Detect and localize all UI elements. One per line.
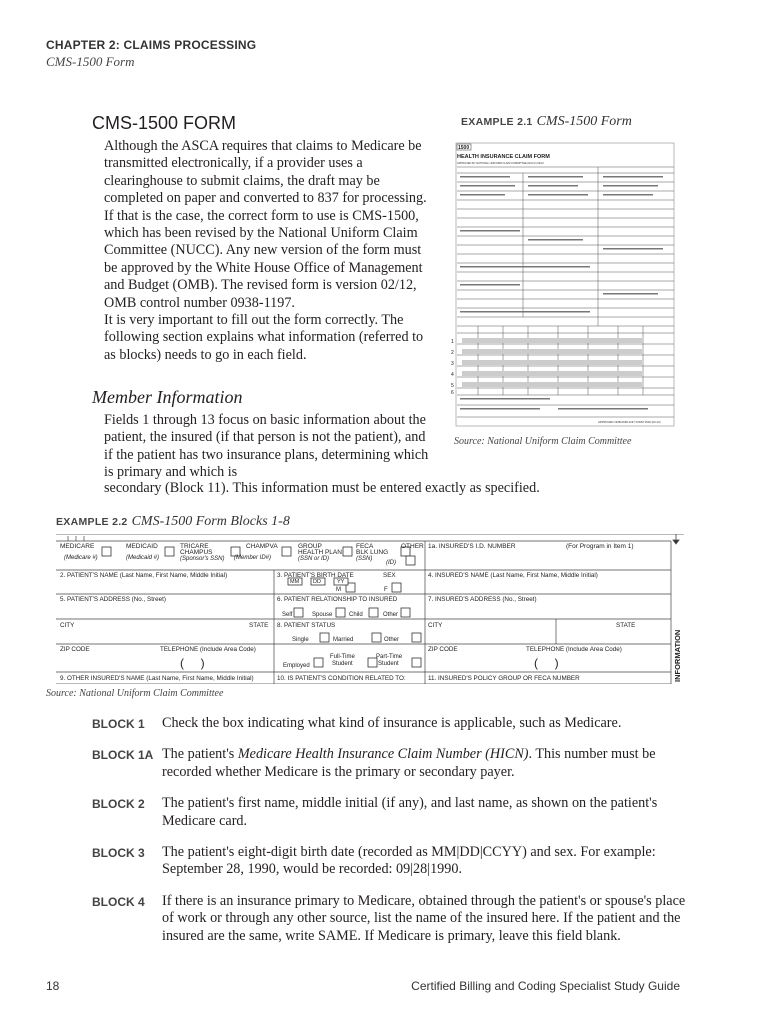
field-telephone: TELEPHONE (Include Area Code)	[160, 646, 256, 653]
field-dd: DD	[313, 579, 321, 585]
field-sex: SEX	[383, 572, 396, 579]
page-number: 18	[46, 979, 60, 993]
book-title: Certified Billing and Coding Specialist Study Guide	[411, 979, 680, 993]
field-relationship: 6. PATIENT RELATIONSHIP TO INSURED	[277, 596, 398, 603]
thumbnail-form-code: 1500	[458, 145, 470, 151]
block-label: BLOCK 3	[92, 846, 145, 861]
field-tricare-2: CHAMPUS	[180, 549, 213, 556]
field-fulltime-2: Student	[332, 661, 353, 667]
field-parttime: Part-Time	[376, 654, 403, 660]
field-self: Self	[282, 612, 293, 618]
field-medicare-sub: (Medicare #)	[64, 555, 98, 561]
example-2-1-source: Source: National Uniform Claim Committee	[454, 436, 632, 447]
field-condition: 10. IS PATIENT'S CONDITION RELATED TO:	[277, 675, 406, 682]
svg-text:5: 5	[451, 383, 454, 389]
section-paragraph-2: It is very important to fill out the form correctly. The following section explains what information (referred to as blocks) needs to go in each field.	[104, 312, 424, 363]
block-label: BLOCK 4	[92, 894, 145, 909]
block-description: The patient's Medicare Health Insurance Claim Number (HICN). This number must be recorded whether Medicare is the primary or secondary payer.	[162, 746, 656, 780]
field-insured-zip: ZIP CODE	[428, 646, 458, 653]
field-sex-f: F	[384, 587, 388, 593]
field-single: Single	[292, 637, 309, 643]
section-paragraph-1: Although the ASCA requires that claims to Medicare be transmitted electronically, if a provider uses a clearinghouse to submit claims, the draft may be completed on paper and converted to 837 for processing. If that is the case, the correct form to use is CMS-1500, which has been revised by the National Uniform Claim Committee (NUCC). Any new version of the form must be approved by the White House Office of Management and Budget (OMB). The revised form is version 02/12, OMB control number 0938-1197.	[104, 138, 427, 311]
example-2-2-heading	[56, 514, 290, 530]
field-other-status: Other	[384, 637, 400, 643]
field-spouse: Spouse	[312, 612, 333, 618]
block-item	[92, 844, 692, 879]
field-insured-address: 7. INSURED'S ADDRESS (No., Street)	[428, 596, 537, 603]
block-item	[92, 715, 692, 732]
field-insured-state: STATE	[616, 622, 636, 629]
field-state: STATE	[249, 622, 269, 629]
block-description: The patient's eight-digit birth date (recorded as MM|DD|CCYY) and sex. For example: September 28, 1990, would be recorded: 09|28|1990.	[162, 844, 656, 878]
field-insured-city: CITY	[428, 622, 443, 629]
field-employed: Employed	[283, 663, 310, 669]
block-label: BLOCK 1A	[92, 748, 154, 763]
example-label: EXAMPLE 2.1	[461, 116, 533, 128]
hicn-emphasis: Medicare Health Insurance Claim Number (HICN)	[237, 746, 529, 763]
block-item	[92, 893, 692, 945]
member-paragraph-a: Fields 1 through 13 focus on basic information about the patient, the insured (if that person is not the patient), and if the patient has two insurance plans, determining which is primary and which is	[104, 412, 429, 481]
example-2-2-source: Source: National Uniform Claim Committee	[46, 688, 224, 699]
field-insured-name: 4. INSURED'S NAME (Last Name, First Name, Middle Initial)	[428, 572, 598, 579]
field-patient-status: 8. PATIENT STATUS	[277, 622, 336, 629]
example-caption: CMS-1500 Form Blocks 1-8	[131, 514, 290, 529]
thumbnail-form-title: HEALTH INSURANCE CLAIM FORM	[457, 154, 550, 160]
field-medicaid-sub: (Medicaid #)	[126, 555, 160, 561]
svg-text:1: 1	[451, 339, 454, 345]
field-insured-id: 1a. INSURED'S I.D. NUMBER	[428, 543, 516, 550]
example-label: EXAMPLE 2.2	[56, 516, 128, 528]
field-champva-sub: (Member ID#)	[234, 555, 272, 561]
field-medicare: MEDICARE	[60, 543, 95, 550]
block-label: BLOCK 1	[92, 717, 145, 731]
field-policy-group: 11. INSURED'S POLICY GROUP OR FECA NUMBER	[428, 675, 580, 682]
field-other-rel: Other	[383, 612, 399, 618]
field-yy: YY	[337, 579, 345, 585]
field-mm: MM	[290, 579, 300, 585]
svg-text:3: 3	[451, 361, 454, 367]
field-child: Child	[349, 612, 363, 618]
section-title: CMS-1500 FORM	[92, 113, 237, 133]
thumbnail-approved-text: APPROVED BY NATIONAL UNIFORM CLAIM COMMITTEE (NUCC) 02/12	[457, 162, 544, 165]
field-group-sub: (SSN or ID)	[298, 556, 330, 562]
block-description: Check the box indicating what kind of insurance is applicable, such as Medicare.	[162, 715, 622, 731]
field-champva: CHAMPVA	[246, 543, 278, 550]
example-2-1-heading	[461, 114, 632, 130]
cms-1500-blocks-form	[56, 534, 684, 684]
field-feca: FECA	[356, 543, 374, 550]
field-birth-date: 3. PATIENT'S BIRTH DATE	[277, 572, 354, 579]
field-tricare: TRICARE	[180, 543, 209, 550]
field-group-2: HEALTH PLAN	[298, 549, 342, 556]
block-item	[92, 746, 692, 781]
field-feca-2: BLK LUNG	[356, 549, 389, 556]
field-program: (For Program in Item 1)	[566, 543, 634, 550]
blocks-list	[92, 715, 692, 959]
field-insured-telephone: TELEPHONE (Include Area Code)	[526, 646, 622, 653]
field-medicaid: MEDICAID	[126, 543, 158, 550]
field-feca-sub: (SSN)	[356, 556, 373, 562]
block-description: If there is an insurance primary to Medicare, obtained through the patient's or spouse's place of work or through any other source, list the name of the insured here. If the patient and the insured are the same, write SAME. If Medicare is primary, leave this field blank.	[162, 892, 686, 944]
block-description: The patient's first name, middle initial (if any), and last name, as shown on the patient's Medicare card.	[162, 795, 658, 829]
chapter-heading: CHAPTER 2: CLAIMS PROCESSING	[46, 38, 257, 52]
block-item	[92, 795, 692, 830]
member-information-title: Member Information	[92, 387, 243, 407]
field-group: GROUP	[298, 543, 322, 550]
field-patient-address: 5. PATIENT'S ADDRESS (No., Street)	[60, 596, 166, 603]
field-sex-m: M	[336, 587, 341, 593]
field-other: OTHER	[401, 543, 424, 550]
field-married: Married	[333, 637, 354, 643]
field-telephone-parens: ( )	[180, 656, 205, 670]
svg-text:4: 4	[451, 372, 454, 378]
field-other-sub: (ID)	[386, 560, 396, 566]
example-caption: CMS-1500 Form	[536, 114, 632, 129]
cms-1500-form-thumbnail	[448, 133, 678, 428]
chapter-subtitle: CMS-1500 Form	[46, 54, 135, 69]
block-label: BLOCK 2	[92, 797, 145, 812]
svg-text:6: 6	[451, 390, 454, 396]
member-paragraph-b: secondary (Block 11). This information must be entered exactly as specified.	[104, 480, 540, 496]
svg-text:2: 2	[451, 350, 454, 356]
side-label-information: INFORMATION	[673, 629, 682, 682]
field-insured-telephone-parens: ( )	[534, 656, 559, 670]
field-city: CITY	[60, 622, 75, 629]
field-parttime-2: Student	[378, 661, 399, 667]
field-tricare-sub: (Sponsor's SSN)	[180, 556, 225, 562]
field-patient-name: 2. PATIENT'S NAME (Last Name, First Name, Middle Initial)	[60, 572, 228, 579]
field-other-insured: 9. OTHER INSURED'S NAME (Last Name, First Name, Middle Initial)	[60, 675, 254, 682]
thumbnail-footer-text: APPROVED OMB-0938-1197 FORM 1500 (02-12)	[598, 420, 661, 424]
field-fulltime: Full-Time	[330, 654, 355, 660]
field-zip: ZIP CODE	[60, 646, 90, 653]
